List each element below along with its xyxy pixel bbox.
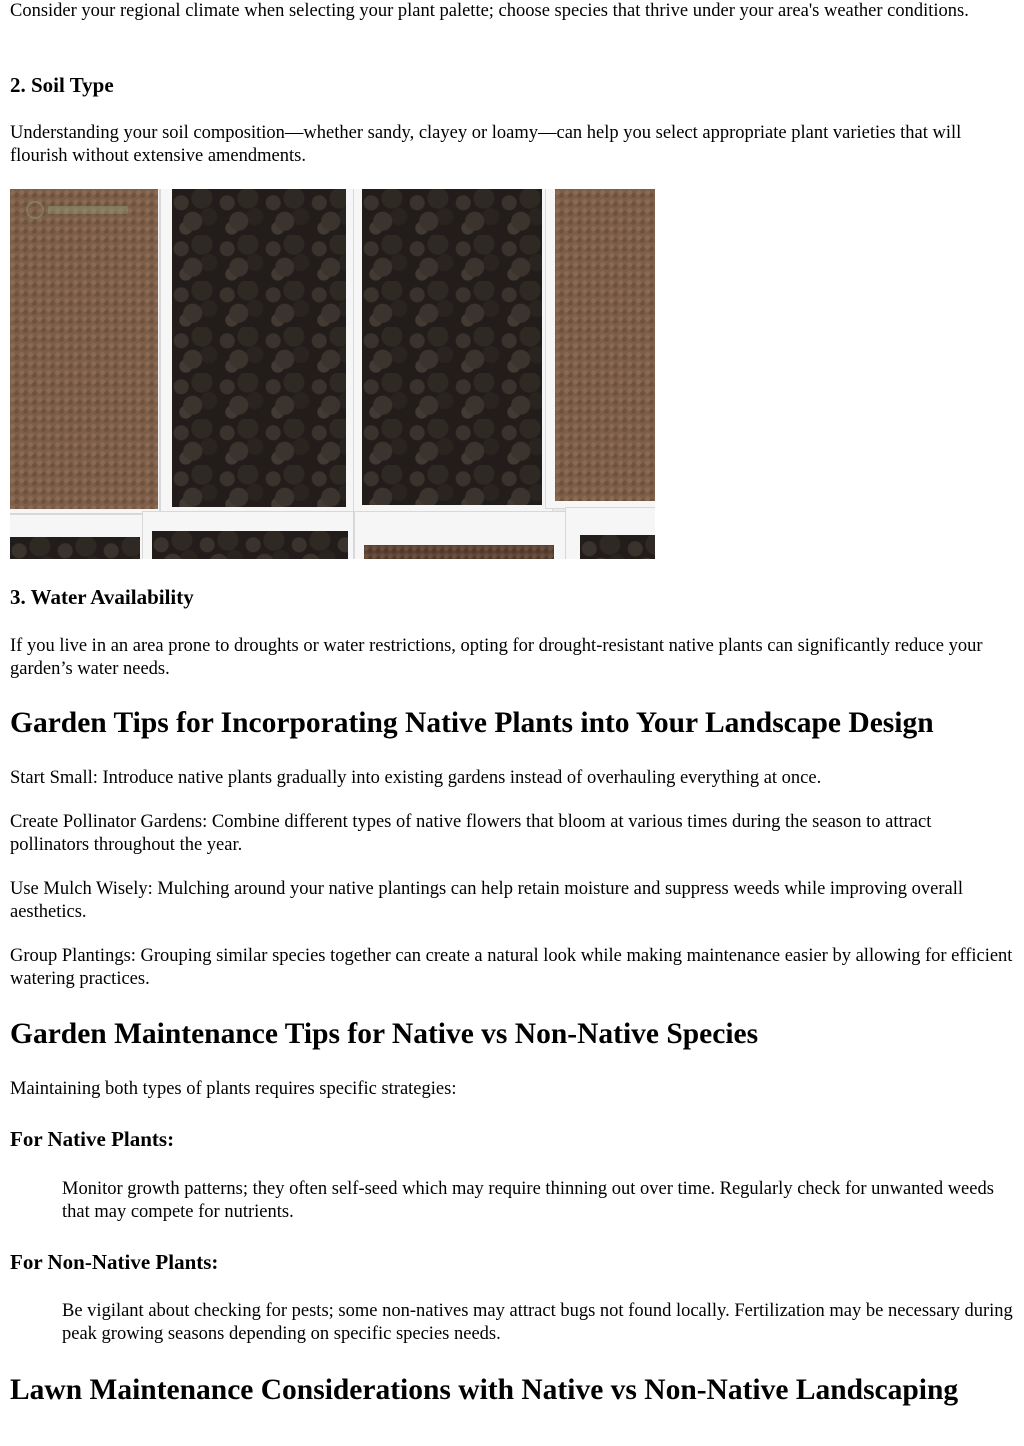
non-native-plants-text: Be vigilant about checking for pests; some non-natives may attract bugs not found locally. Fertilization may be necessary during peak growing seasons depending on specific species needs. [62, 1301, 1013, 1344]
soil-type-heading: 2. Soil Type [10, 73, 114, 97]
non-native-plants-heading: For Non-Native Plants: [10, 1250, 219, 1274]
tip-pollinator-gardens: Create Pollinator Gardens: Combine different types of native flowers that bloom at various times during the season to attract pollinators throughout the year. [10, 812, 932, 855]
water-availability-heading: 3. Water Availability [10, 585, 194, 609]
tip-mulch: Use Mulch Wisely: Mulching around your native plantings can help retain moisture and suppress weeds while improving overall aesthetics. [10, 879, 964, 922]
soil-samples-photo [10, 189, 655, 559]
native-plants-heading: For Native Plants: [10, 1127, 175, 1151]
maintenance-intro: Maintaining both types of plants requires specific strategies: [10, 1079, 457, 1099]
climate-paragraph: Consider your regional climate when selecting your plant palette; choose species that thrive under your area's weather conditions. [10, 1, 969, 21]
garden-tips-heading: Garden Tips for Incorporating Native Plants into Your Landscape Design [10, 707, 934, 739]
native-plants-text: Monitor growth patterns; they often self-seed which may require thinning out over time. Regularly check for unwanted weeds that may compete for nutrients. [62, 1179, 994, 1222]
water-availability-paragraph: If you live in an area prone to droughts or water restrictions, opting for drought-resistant native plants can significantly reduce your garden’s water needs. [10, 636, 983, 679]
lawn-maintenance-heading: Lawn Maintenance Considerations with Native vs Non-Native Landscaping [10, 1374, 959, 1406]
soil-type-paragraph: Understanding your soil composition—whether sandy, clayey or loamy—can help you select appropriate plant varieties that will flourish without extensive amendments. [10, 123, 962, 166]
maintenance-heading: Garden Maintenance Tips for Native vs Non-Native Species [10, 1018, 759, 1050]
tip-group-plantings: Group Plantings: Grouping similar species together can create a natural look while making maintenance easier by allowing for efficient watering practices. [10, 946, 1013, 989]
tip-start-small: Start Small: Introduce native plants gradually into existing gardens instead of overhauling everything at once. [10, 768, 822, 788]
watermark-logo-icon [24, 199, 134, 221]
